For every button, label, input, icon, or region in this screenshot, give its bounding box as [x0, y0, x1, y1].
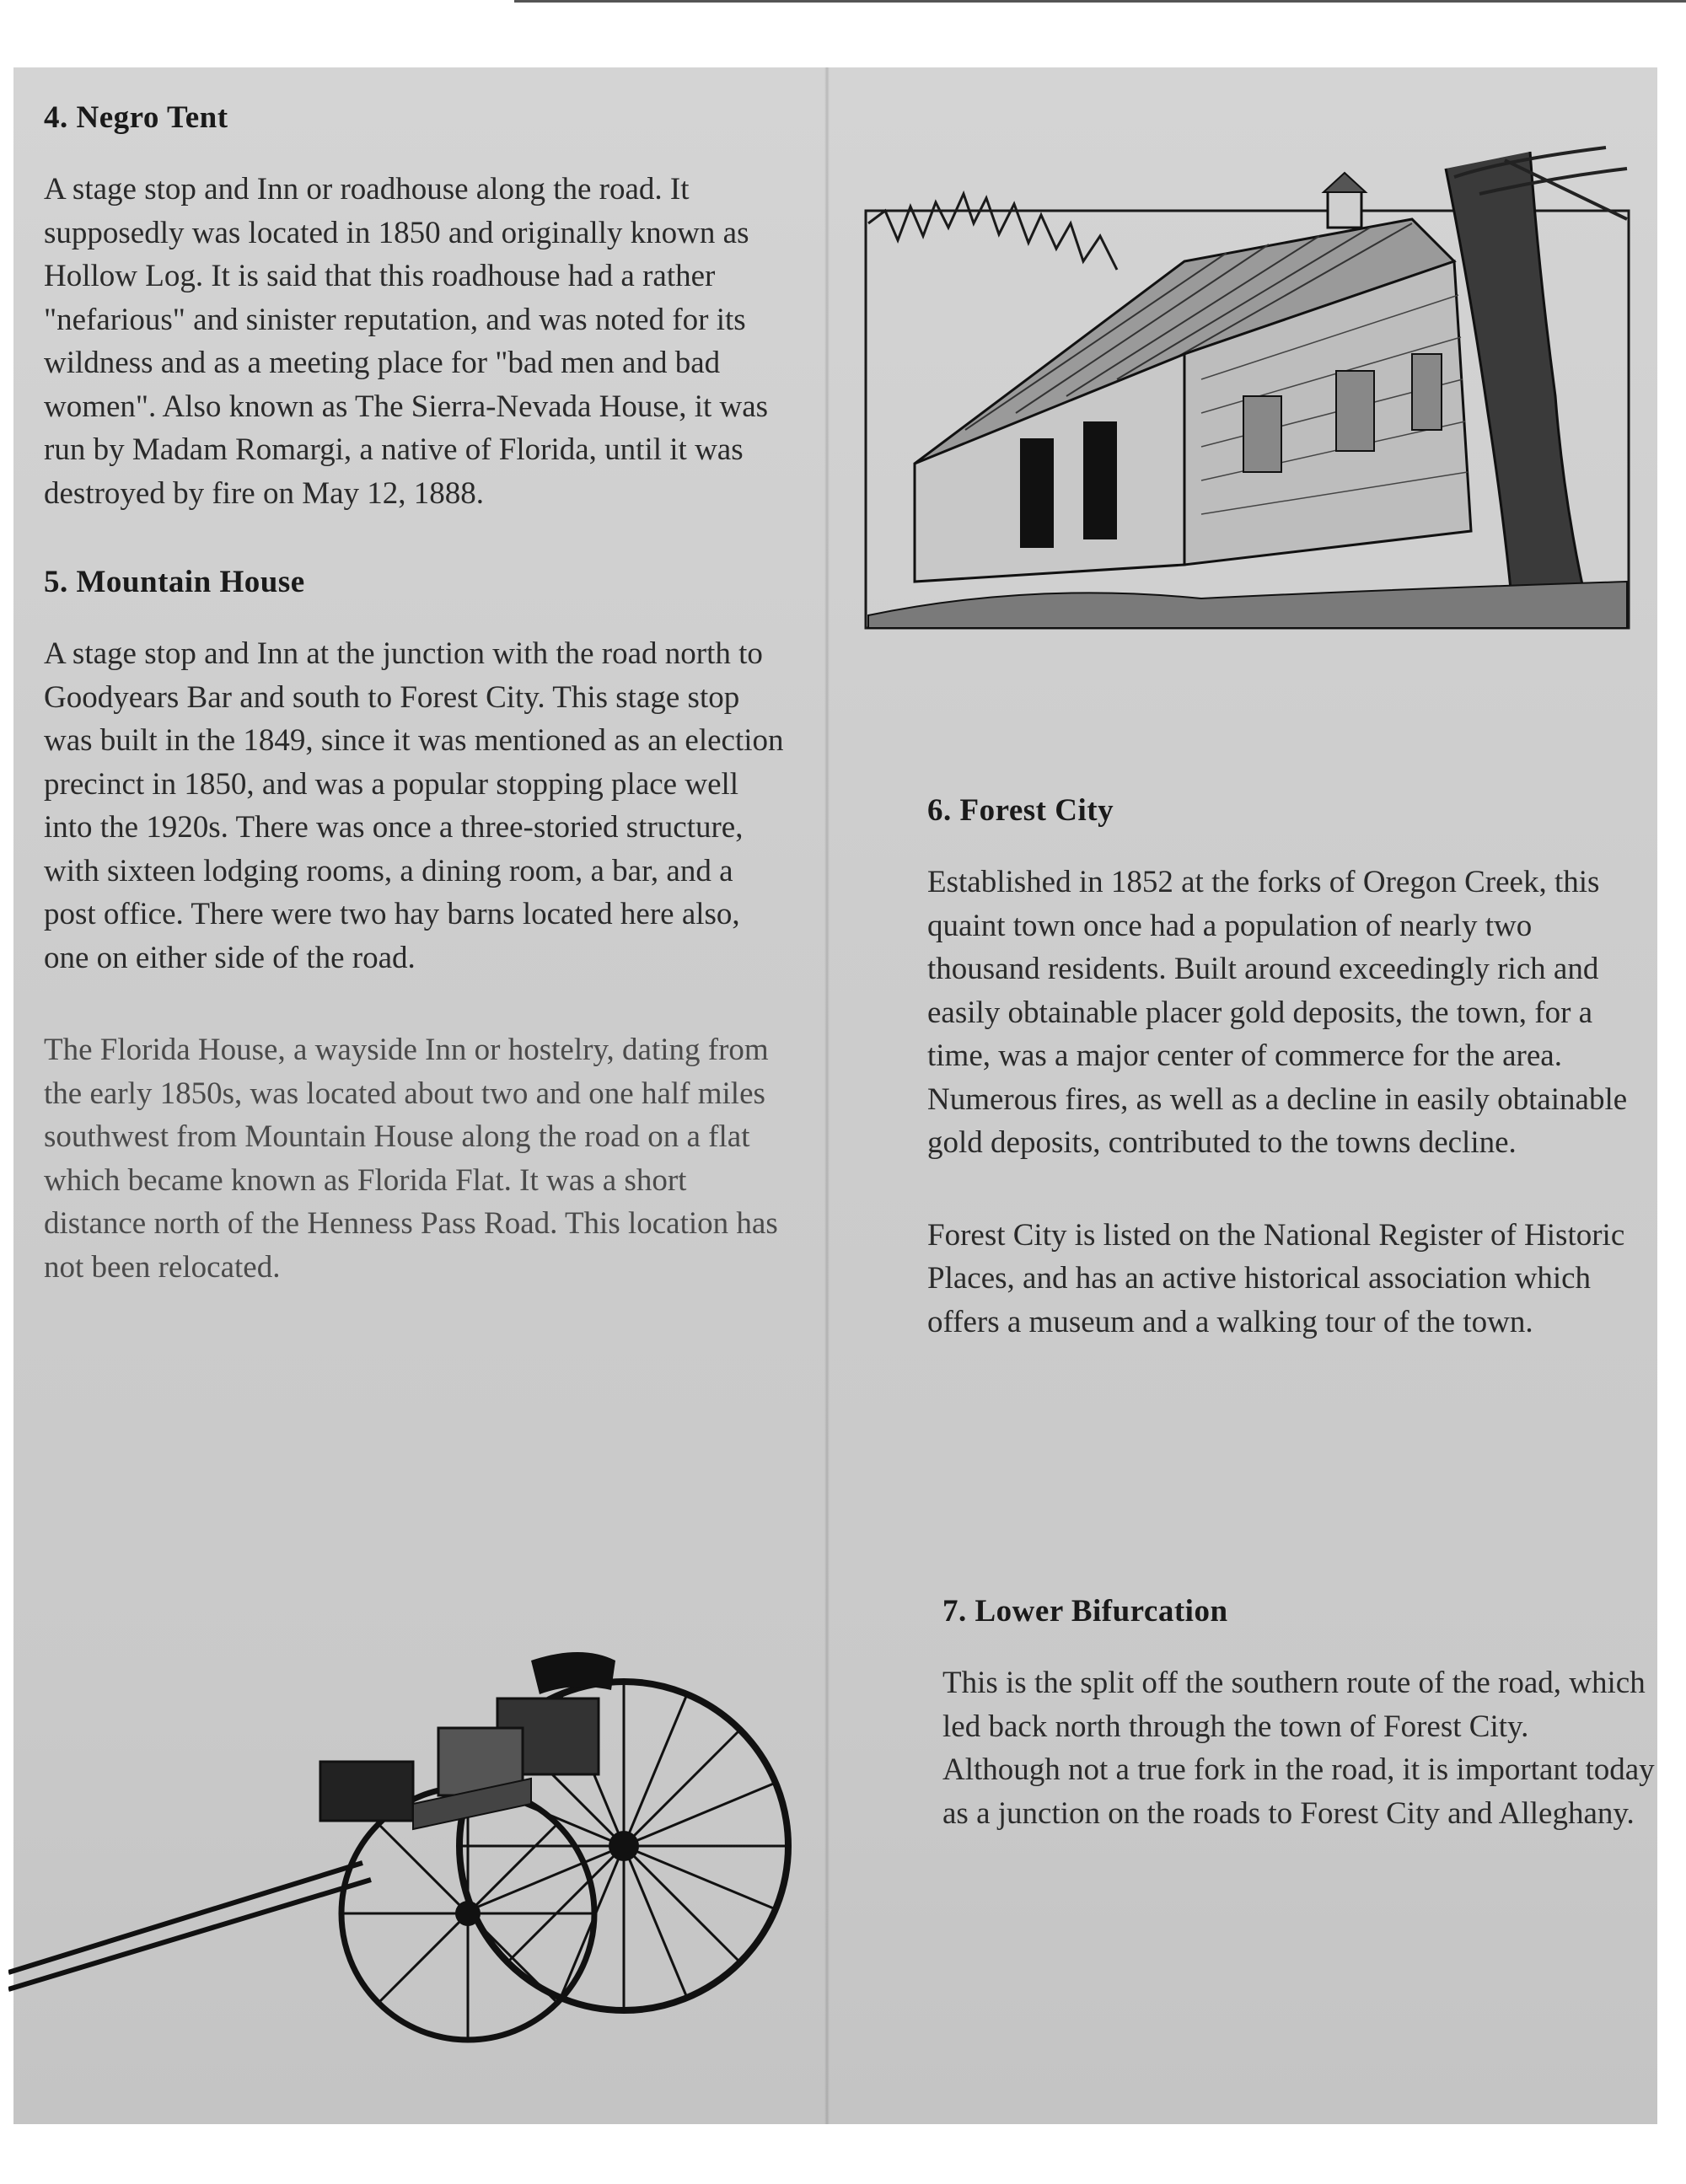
- right-column-lower-bifurcation: [942, 1593, 1667, 1835]
- section-text-forest-city: Established in 1852 at the forks of Oregon Creek, this quaint town once had a population of nearly two thousand residents. Built around exceedingly rich and easily obtainable placer gold deposits, the town, for a time, was a major center of commerce for the area. Numerous fires, as well as a decline in easily obtainable gold deposits, contributed to the towns decline.: [927, 865, 1628, 1160]
- left-column: [44, 99, 786, 1289]
- section-text-florida-house: The Florida House, a wayside Inn or hostelry, dating from the early 1850s, was located about two and one half miles southwest from Mountain House along the road on a flat which became known as Florida Flat. It was a short distance north of the Henness Pass Road. This location has not been relocated.: [44, 1033, 778, 1285]
- section-text-mountain-house: A stage stop and Inn at the junction with the road north to Goodyears Bar and south to Forest City. This stage stop was built in the 1849, since it was mentioned as an election precinct in 1850, and was a popular stopping place well into the 1920s. There was once a three-storied structure, with sixteen lodging rooms, a dining room, a bar, and a post office. There were two hay barns located here also, one on either side of the road.: [44, 636, 784, 975]
- section-text-negro-tent: A stage stop and Inn or roadhouse along the road. It supposedly was located in 1850 and originally known as Hollow Log. It is said that this roadhouse had a rather "nefarious" and sinister reputation, and was noted for its wildness and as a meeting place for "bad men and bad women". Also known as The Sierra-Nevada House, it was run by Madam Romargi, a native of Florida, until it was destroyed by fire on May 12, 1888.: [44, 172, 769, 511]
- section-heading-lower-bifurcation: 7. Lower Bifurcation: [942, 1594, 1228, 1629]
- section-heading-negro-tent: 4. Negro Tent: [44, 100, 228, 135]
- fold-crease: [824, 67, 830, 2124]
- scan-edge-line: [514, 0, 1686, 3]
- section-text-lower-bifurcation-2: Although not a true fork in the road, it is important today as a junction on the roads to Forest City and Alleghany.: [942, 1752, 1655, 1831]
- section-text-lower-bifurcation-1: This is the split off the southern route of the road, which led back north through the town of Forest City.: [942, 1666, 1646, 1744]
- section-heading-forest-city: 6. Forest City: [927, 793, 1114, 828]
- house-illustration: [864, 143, 1631, 632]
- section-text-forest-city-register: Forest City is listed on the National Register of Historic Places, and has an active historical association which offers a museum and a walking tour of the town.: [927, 1217, 1625, 1339]
- right-column-forest-city: [927, 792, 1652, 1344]
- section-heading-mountain-house: 5. Mountain House: [44, 565, 305, 599]
- buggy-illustration: [8, 1635, 818, 2107]
